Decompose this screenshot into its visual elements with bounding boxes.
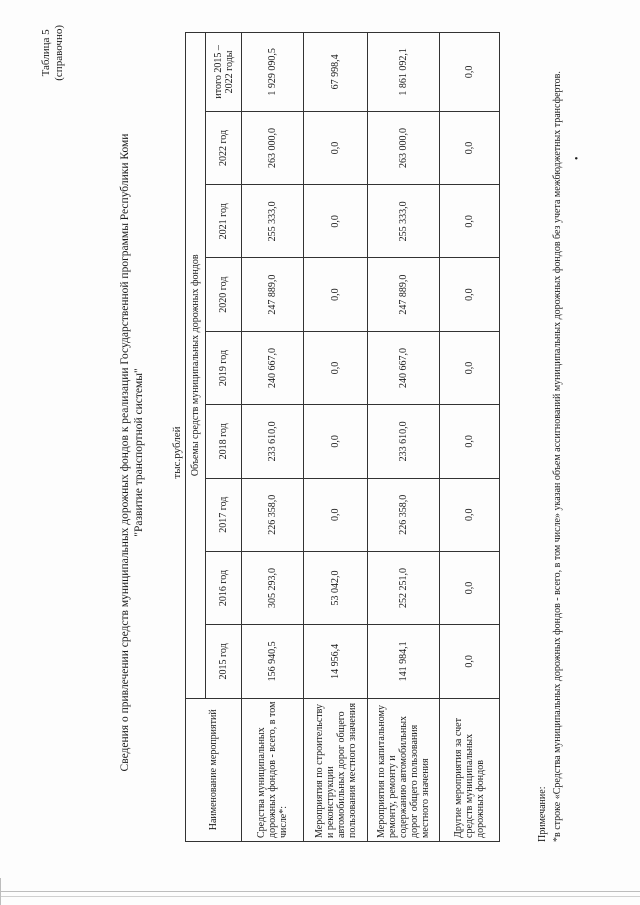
table-caption [40,25,66,81]
document-title: Сведения о привлечении средств муниципальных дорожных фондов к реализации Государственной программы Республики Коми [119,133,131,772]
footnote-label: Примечание: [537,786,548,842]
cell-value: 0,0 [440,478,500,551]
row-name: Другие мероприятия за счет средств муниципальных дорожных фондов [440,698,500,841]
table-row [304,33,368,842]
table-header-row [186,33,206,842]
cell-value: 0,0 [304,111,368,184]
group-header: Объемы средств муниципальных дорожных фондов [186,33,206,699]
document-subtitle: "Развитие транспортной системы" [133,368,145,537]
year-header: 2021 год [206,185,242,258]
cell-value: 0,0 [304,405,368,478]
cell-value: 0,0 [440,625,500,698]
cell-value: 0,0 [440,405,500,478]
year-header: 2020 год [206,258,242,331]
year-header: 2019 год [206,331,242,404]
year-header: 2015 год [206,625,242,698]
cell-value: 226 358,0 [368,478,440,551]
cell-value: 14 956,4 [304,625,368,698]
cell-value: 305 293,0 [242,551,304,624]
cell-value: 0,0 [440,258,500,331]
cell-value: 247 889,0 [242,258,304,331]
cell-value: 240 667,0 [242,331,304,404]
scan-speck: • [572,156,583,160]
reference-note: (справочно) [53,25,65,81]
cell-value: 0,0 [440,33,500,112]
row-name: Мероприятия по строительству и реконструкции автомобильных дорог общего пользования местного значения [304,698,368,841]
year-header: 2017 год [206,478,242,551]
unit-label: тыс.рублей [171,426,183,479]
footnote-text: *в строке «Средства муниципальных дорожных фондов - всего, в том числе» указан объем ассигнований муниципальных дорожных фондов без учета межбюджетных трансфертов. [552,71,563,842]
cell-value: 0,0 [304,478,368,551]
row-name: Мероприятия по капитальному ремонту, ремонту и содержанию автомобильных дорог общего пользования местного значения [368,698,440,841]
table-row [368,33,440,842]
funds-table [185,32,500,842]
cell-value: 0,0 [304,331,368,404]
row-name: Средства муниципальных дорожных фондов - всего, в том числе*: [242,698,304,841]
cell-value: 156 940,5 [242,625,304,698]
table-row [242,33,304,842]
cell-value: 240 667,0 [368,331,440,404]
cell-value: 141 984,1 [368,625,440,698]
cell-value: 0,0 [440,185,500,258]
cell-value: 0,0 [304,258,368,331]
year-header: 2022 год [206,111,242,184]
cell-value: 255 333,0 [368,185,440,258]
cell-value: 226 358,0 [242,478,304,551]
cell-value: 255 333,0 [242,185,304,258]
cell-value: 1 929 090,5 [242,33,304,112]
cell-value: 263 000,0 [368,111,440,184]
cell-value: 0,0 [440,111,500,184]
cell-value: 0,0 [304,185,368,258]
cell-value: 233 610,0 [242,405,304,478]
cell-value: 247 889,0 [368,258,440,331]
total-header: итого 2015 – 2022 годы [206,33,242,112]
cell-value: 67 998,4 [304,33,368,112]
cell-value: 252 251,0 [368,551,440,624]
cell-value: 263 000,0 [242,111,304,184]
year-header: 2016 год [206,551,242,624]
table-number: Таблица 5 [40,29,52,77]
cell-value: 53 042,0 [304,551,368,624]
cell-value: 233 610,0 [368,405,440,478]
cell-value: 1 861 092,1 [368,33,440,112]
column-header-name: Наименование мероприятий [186,698,242,841]
cell-value: 0,0 [440,331,500,404]
table-row [440,33,500,842]
cell-value: 0,0 [440,551,500,624]
year-header: 2018 год [206,405,242,478]
